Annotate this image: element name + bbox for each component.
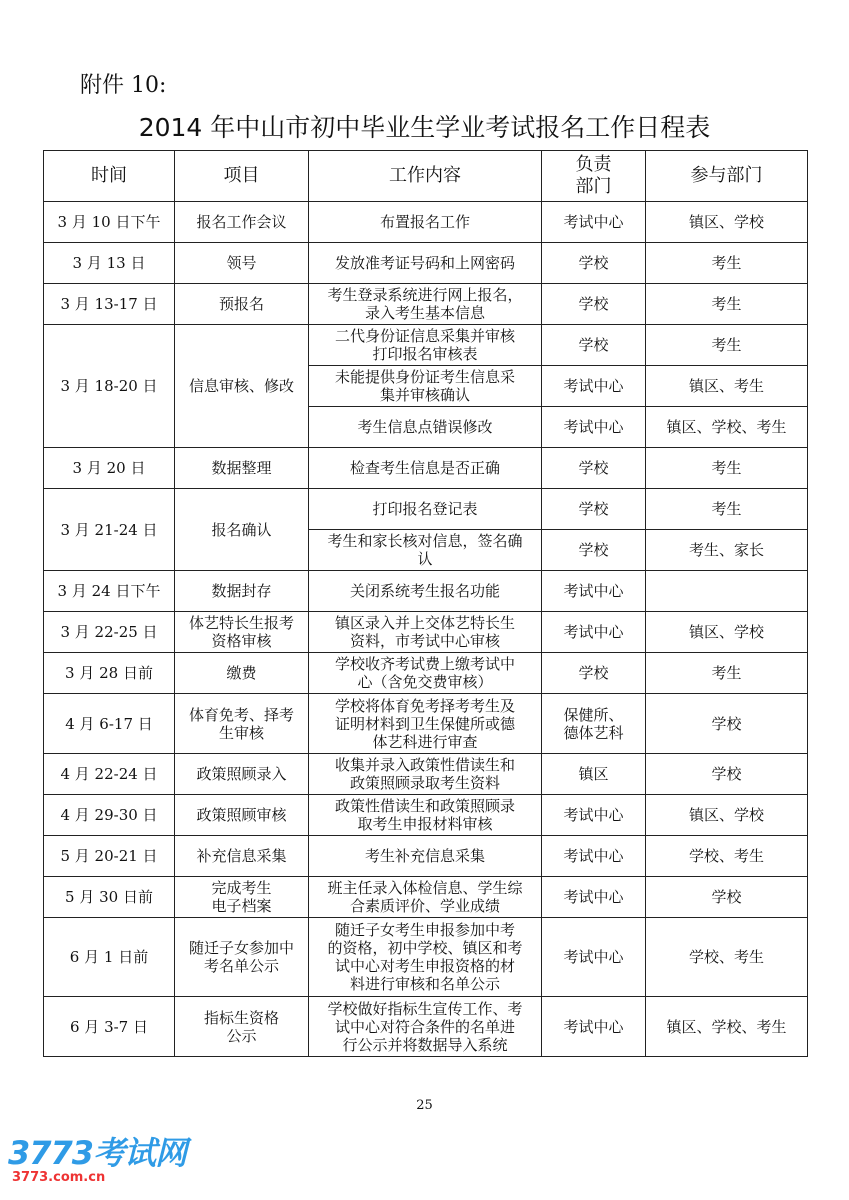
cell-time: 5 月 30 日前: [44, 877, 175, 918]
cell-content: 学校做好指标生宣传工作、考 试中心对符合条件的名单进 行公示并将数据导入系统: [309, 997, 542, 1057]
cell-item: 预报名: [175, 284, 309, 325]
cell-participants: 镇区、学校: [646, 612, 808, 653]
watermark-url: 3773.com.cn: [12, 1170, 106, 1185]
cell-responsible: 学校: [542, 653, 646, 694]
cell-content: 收集并录入政策性借读生和 政策照顾录取考生资料: [309, 754, 542, 795]
cell-item: 补充信息采集: [175, 836, 309, 877]
cell-participants: 学校、考生: [646, 836, 808, 877]
watermark-logo: 3773考试网: [8, 1134, 187, 1172]
table-row: [44, 202, 808, 243]
cell-item: 体育免考、择考 生审核: [175, 694, 309, 754]
cell-content: 镇区录入并上交体艺特长生 资料，市考试中心审核: [309, 612, 542, 653]
cell-item: 政策照顾审核: [175, 795, 309, 836]
cell-responsible: 镇区: [542, 754, 646, 795]
cell-participants: 考生: [646, 489, 808, 530]
cell-item: 指标生资格 公示: [175, 997, 309, 1057]
table-row: [44, 571, 808, 612]
table-row: [44, 653, 808, 694]
attachment-label: 附件 10:: [80, 73, 167, 98]
cell-participants: 考生: [646, 325, 808, 366]
cell-item: 体艺特长生报考 资格审核: [175, 612, 309, 653]
cell-time: 5 月 20-21 日: [44, 836, 175, 877]
cell-time: 3 月 13-17 日: [44, 284, 175, 325]
cell-participants: 镇区、学校、考生: [646, 407, 808, 448]
header-responsible-dept: 负责 部门: [542, 151, 646, 202]
table-row: [44, 918, 808, 997]
header-content: 工作内容: [309, 151, 542, 202]
cell-responsible: 考试中心: [542, 836, 646, 877]
cell-item: 数据封存: [175, 571, 309, 612]
cell-item: 信息审核、修改: [175, 325, 309, 448]
cell-item: 随迁子女参加中 考名单公示: [175, 918, 309, 997]
table-row: [44, 284, 808, 325]
cell-time: 4 月 22-24 日: [44, 754, 175, 795]
cell-time: 3 月 13 日: [44, 243, 175, 284]
cell-participants: 考生、家长: [646, 530, 808, 571]
cell-time: 3 月 21-24 日: [44, 489, 175, 571]
cell-participants: 学校: [646, 694, 808, 754]
site-watermark: [8, 1136, 186, 1185]
cell-content: 未能提供身份证考生信息采 集并审核确认: [309, 366, 542, 407]
cell-responsible: 考试中心: [542, 795, 646, 836]
table-row: [44, 877, 808, 918]
cell-participants: 考生: [646, 448, 808, 489]
table-row: [44, 489, 808, 530]
cell-content: 考生补充信息采集: [309, 836, 542, 877]
cell-item: 完成考生 电子档案: [175, 877, 309, 918]
cell-participants: 考生: [646, 653, 808, 694]
cell-participants: 镇区、考生: [646, 366, 808, 407]
cell-content: 二代身份证信息采集并审核 打印报名审核表: [309, 325, 542, 366]
cell-time: 3 月 20 日: [44, 448, 175, 489]
cell-responsible: 保健所、 德体艺科: [542, 694, 646, 754]
cell-responsible: 考试中心: [542, 612, 646, 653]
cell-time: 3 月 22-25 日: [44, 612, 175, 653]
cell-responsible: 学校: [542, 243, 646, 284]
schedule-table: [43, 150, 808, 1057]
header-participating-dept: 参与部门: [646, 151, 808, 202]
cell-content: 检查考生信息是否正确: [309, 448, 542, 489]
header-item: 项目: [175, 151, 309, 202]
cell-item: 报名工作会议: [175, 202, 309, 243]
table-row: [44, 243, 808, 284]
cell-content: 班主任录入体检信息、学生综 合素质评价、学业成绩: [309, 877, 542, 918]
cell-item: 领号: [175, 243, 309, 284]
cell-item: 缴费: [175, 653, 309, 694]
cell-content: 学校收齐考试费上缴考试中 心（含免交费审核）: [309, 653, 542, 694]
cell-responsible: 学校: [542, 448, 646, 489]
cell-content: 考生登录系统进行网上报名， 录入考生基本信息: [309, 284, 542, 325]
cell-content: 政策性借读生和政策照顾录 取考生申报材料审核: [309, 795, 542, 836]
cell-responsible: 考试中心: [542, 571, 646, 612]
cell-participants: 镇区、学校: [646, 202, 808, 243]
cell-time: 3 月 18-20 日: [44, 325, 175, 448]
cell-participants: 镇区、学校: [646, 795, 808, 836]
cell-responsible: 考试中心: [542, 407, 646, 448]
cell-participants: [646, 571, 808, 612]
cell-responsible: 考试中心: [542, 997, 646, 1057]
table-row: [44, 836, 808, 877]
cell-content: 考生信息点错误修改: [309, 407, 542, 448]
cell-responsible: 考试中心: [542, 366, 646, 407]
cell-responsible: 学校: [542, 284, 646, 325]
cell-time: 6 月 3-7 日: [44, 997, 175, 1057]
cell-time: 3 月 24 日下午: [44, 571, 175, 612]
table-row: [44, 694, 808, 754]
cell-responsible: 学校: [542, 530, 646, 571]
cell-participants: 考生: [646, 243, 808, 284]
cell-content: 发放准考证号码和上网密码: [309, 243, 542, 284]
header-time: 时间: [44, 151, 175, 202]
cell-responsible: 考试中心: [542, 202, 646, 243]
cell-participants: 考生: [646, 284, 808, 325]
page-title: 2014 年中山市初中毕业生学业考试报名工作日程表: [138, 113, 711, 142]
cell-item: 报名确认: [175, 489, 309, 571]
cell-responsible: 考试中心: [542, 918, 646, 997]
table-row: [44, 997, 808, 1057]
cell-participants: 学校、考生: [646, 918, 808, 997]
table-row: [44, 325, 808, 366]
cell-time: 4 月 6-17 日: [44, 694, 175, 754]
cell-content: 布置报名工作: [309, 202, 542, 243]
cell-content: 关闭系统考生报名功能: [309, 571, 542, 612]
page-number: 25: [416, 1098, 433, 1113]
cell-responsible: 考试中心: [542, 877, 646, 918]
cell-participants: 学校: [646, 877, 808, 918]
cell-time: 3 月 10 日下午: [44, 202, 175, 243]
cell-responsible: 学校: [542, 325, 646, 366]
table-header-row: [44, 151, 808, 202]
table-row: [44, 754, 808, 795]
cell-content: 考生和家长核对信息，签名确 认: [309, 530, 542, 571]
cell-time: 3 月 28 日前: [44, 653, 175, 694]
cell-content: 打印报名登记表: [309, 489, 542, 530]
table-row: [44, 448, 808, 489]
cell-item: 政策照顾录入: [175, 754, 309, 795]
cell-participants: 镇区、学校、考生: [646, 997, 808, 1057]
cell-content: 随迁子女考生申报参加中考 的资格，初中学校、镇区和考 试中心对考生申报资格的材 料进行审核和名单公示: [309, 918, 542, 997]
cell-time: 6 月 1 日前: [44, 918, 175, 997]
cell-content: 学校将体育免考择考考生及 证明材料到卫生保健所或德 体艺科进行审查: [309, 694, 542, 754]
cell-participants: 学校: [646, 754, 808, 795]
table-row: [44, 612, 808, 653]
table-row: [44, 795, 808, 836]
cell-item: 数据整理: [175, 448, 309, 489]
cell-responsible: 学校: [542, 489, 646, 530]
cell-time: 4 月 29-30 日: [44, 795, 175, 836]
